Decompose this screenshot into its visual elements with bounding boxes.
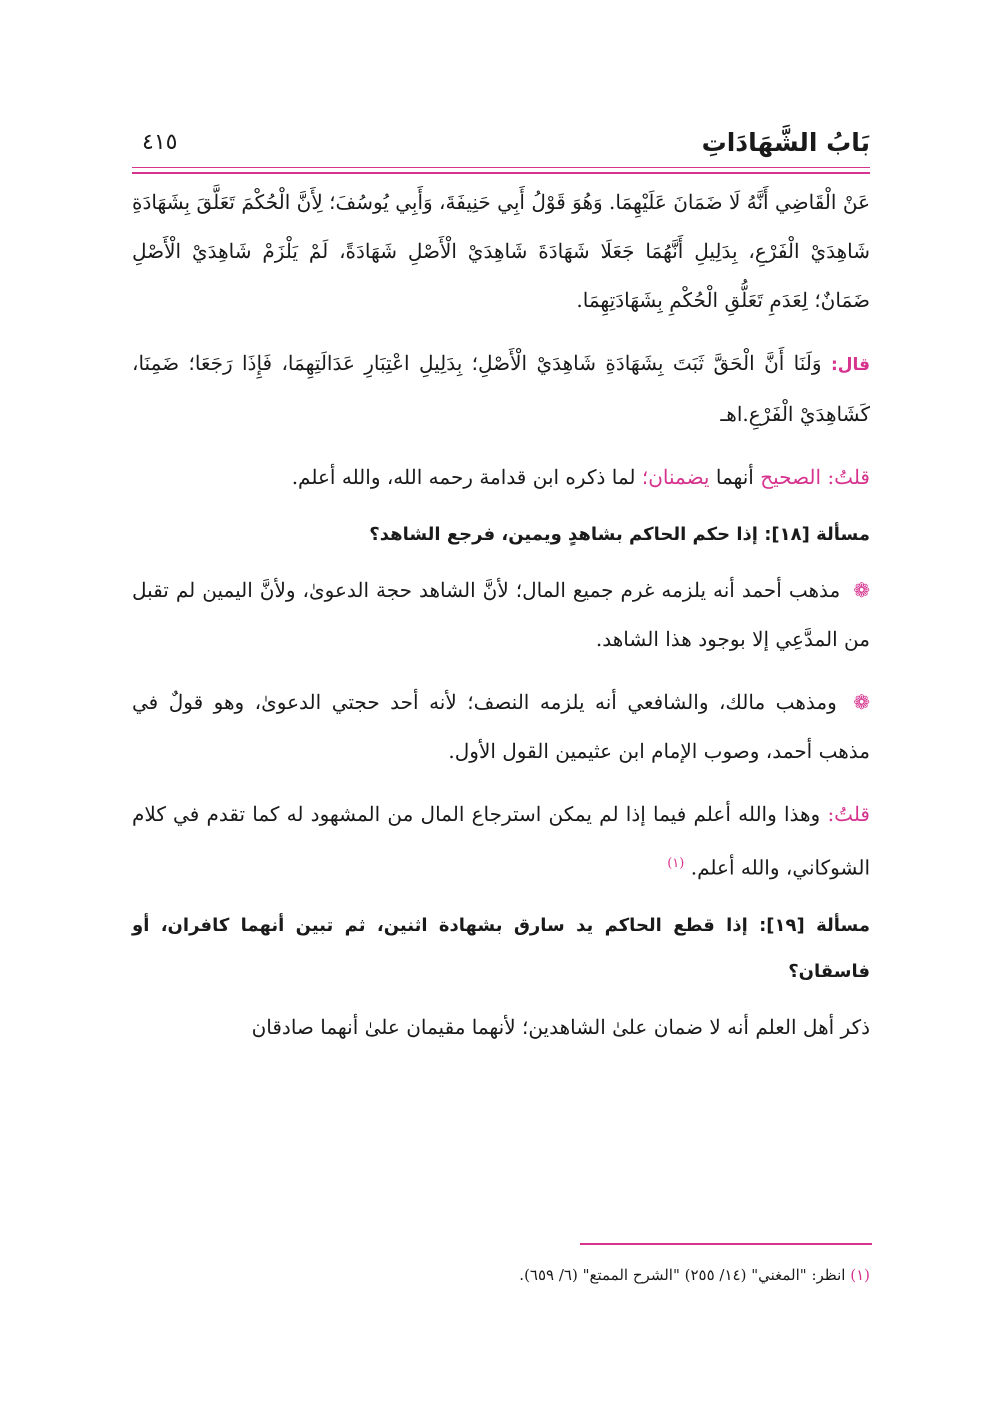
footnote: [132, 1266, 870, 1284]
qultu-label: قلتُ:: [827, 802, 870, 826]
paragraph-7: ذكر أهل العلم أنه لا ضمان علىٰ الشاهدين؛ لأنهما مقيمان علىٰ أنهما صادقان: [251, 1014, 870, 1039]
paragraph-4: [132, 566, 870, 664]
yadmanan-word: يضمنان؛: [641, 465, 710, 489]
paragraph-1: عَنْ الْقَاضِي أَنَّهُ لَا ضَمَانَ عَلَيْهِمَا. وَهُوَ قَوْلُ أَبِي حَنِيفَةَ، وَأَبِي يُوسُفَ؛ لِأَنَّ الْحُكْمَ تَعَلَّقَ بِشَهَادَةِ شَاهِدَيْ الْفَرْعِ، بِدَلِيلِ أَنَّهُمَا جَعَلَا شَهَادَةَ شَاهِدَيْ الْأَصْلِ شَهَادَةً، لَمْ يَلْزَمْ شَاهِدَيْ الْأَصْلِ ضَمَانٌ؛ لِعَدَمِ تَعَلُّقِ الْحُكْمِ بِشَهَادَتِهِمَا.: [132, 190, 870, 312]
footnote-mark: (١): [850, 1266, 870, 1284]
issue-heading-18: مسألة [١٨]: إذا حكم الحاكم بشاهدٍ ويمين، فرجع الشاهد؟: [369, 524, 870, 545]
chapter-title: بَابُ الشَّهَادَاتِ: [701, 128, 870, 157]
footnote-divider: [580, 1243, 872, 1245]
sahih-word: الصحيح: [760, 465, 822, 489]
flower-icon: ❁: [853, 690, 871, 714]
header-rule-thin: [132, 167, 870, 168]
paragraph-5: [132, 678, 870, 776]
paragraph-2-text: وَلَنَا أَنَّ الْحَقَّ ثَبَتَ بِشَهَادَةِ شَاهِدَيْ الْأَصْلِ؛ بِدَلِيلِ اعْتِبَارِ عَدَالَتِهِمَا، فَإِذَا رَجَعَا؛ ضَمِنَا، كَشَاهِدَيْ الْفَرْعِ.اهـ: [132, 351, 870, 426]
qultu-label: قلتُ:: [827, 465, 870, 489]
qala-label: قال:: [830, 355, 871, 375]
footnote-text: انظر: "المغني" (١٤/ ٢٥٥) "الشرح الممتع" (٦/ ٦٥٩).: [519, 1266, 846, 1284]
paragraph-5-text: ومذهب مالك، والشافعي أنه يلزمه النصف؛ لأنه أحد حجتي الدعوىٰ، وهو قولٌ في مذهب أحمد، وصوب الإمام ابن عثيمين القول الأول.: [132, 690, 870, 763]
paragraph-2: [132, 339, 870, 439]
paragraph-3-end: لما ذكره ابن قدامة رحمه الله، والله أعلم.: [291, 465, 636, 489]
footnote-reference[interactable]: (١): [667, 856, 685, 871]
header-rule-thick: [132, 172, 870, 174]
paragraph-3-mid: أنهما: [715, 465, 754, 489]
paragraph-4-text: مذهب أحمد أنه يلزمه غرم جميع المال؛ لأنَّ الشاهد حجة الدعوىٰ، ولأنَّ اليمين لم تقبل من المدَّعِي إلا بوجود هذا الشاهد.: [132, 578, 870, 651]
flower-icon: ❁: [853, 578, 870, 602]
page-number: ٤١٥: [142, 130, 178, 155]
paragraph-6-text: وهذا والله أعلم فيما إذا لم يمكن استرجاع المال من المشهود له كما تقدم في كلام الشوكاني، والله أعلم.: [132, 802, 870, 880]
page-header: [132, 122, 870, 168]
issue-heading-19: مسألة [١٩]: إذا قطع الحاكم يد سارق بشهادة اثنين، ثم تبين أنهما كافران، أو فاسقان؟: [132, 914, 870, 982]
body-content: [132, 178, 870, 1052]
paragraph-3: [132, 453, 870, 502]
paragraph-6: [132, 790, 870, 893]
